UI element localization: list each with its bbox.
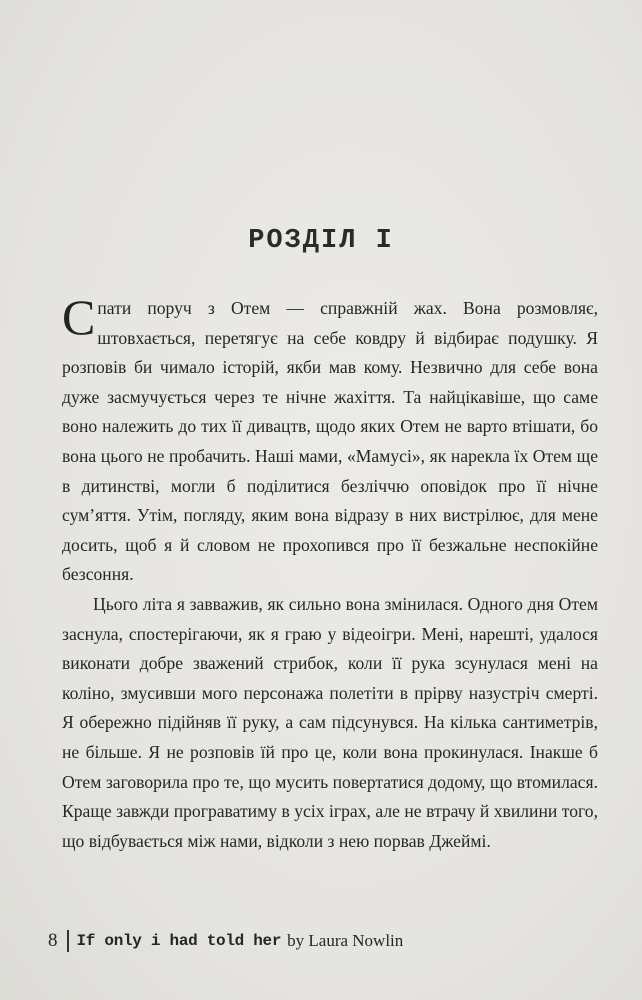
page-number: 8 (48, 930, 58, 951)
paragraph-1 (62, 289, 598, 590)
chapter-body (62, 289, 598, 856)
running-book-title: If only i had told her (76, 932, 282, 950)
paragraph-2: Цього літа я завважив, як сильно вона змінилася. Одного дня Отем заснула, спостерігаючи, як я граю у відеоігри. Мені, нарешті, удалося виконати добре зважений стрибок, коли її рука зсунулася мені на коліно, змусивши мого персонажа полетіти в прірву назустріч смерті. Я обережно підійняв її руку, а сам підсунувся. На кілька сантиметрів, не більше. Я не розповів їй про це, коли вона прокинулася. Інакше б Отем заговорила про те, що мусить повертатися додому, що втомилася. Краще завжди програватиму в усіх іграх, але не втрачу й хвилини того, що відбувається між нами, відколи з нею порвав Джеймі. (62, 593, 598, 851)
chapter-title: РОЗДІЛ І (248, 226, 394, 256)
footer-separator (67, 930, 69, 952)
drop-cap: С (62, 289, 96, 345)
paragraph-1-text: пати поруч з Отем — справжній жах. Вона розмовляє, штовхається, перетягує на себе ковдру й відбирає подушку. Я розповів би чимало історій, якби мав кому. Незвично для себе вона дуже засмучується через те нічне жахіття. Та найцікавіше, що саме воно належить до тих її дивацтв, щодо яких Отем не варто втішати, бо вона цього не пробачить. Наші мами, «Мамусі», як нарекла їх Отем ще в дитинстві, могли б поділитися безліччю оповідок про її нічне сум’яття. Утім, погляду, яким вона відразу в них вистрілює, для мене досить, щоб я й словом не прохопився про її безжальне неспокійне безсоння. (62, 298, 598, 585)
page-footer (48, 930, 403, 952)
author-byline: by Laura Nowlin (287, 931, 404, 950)
